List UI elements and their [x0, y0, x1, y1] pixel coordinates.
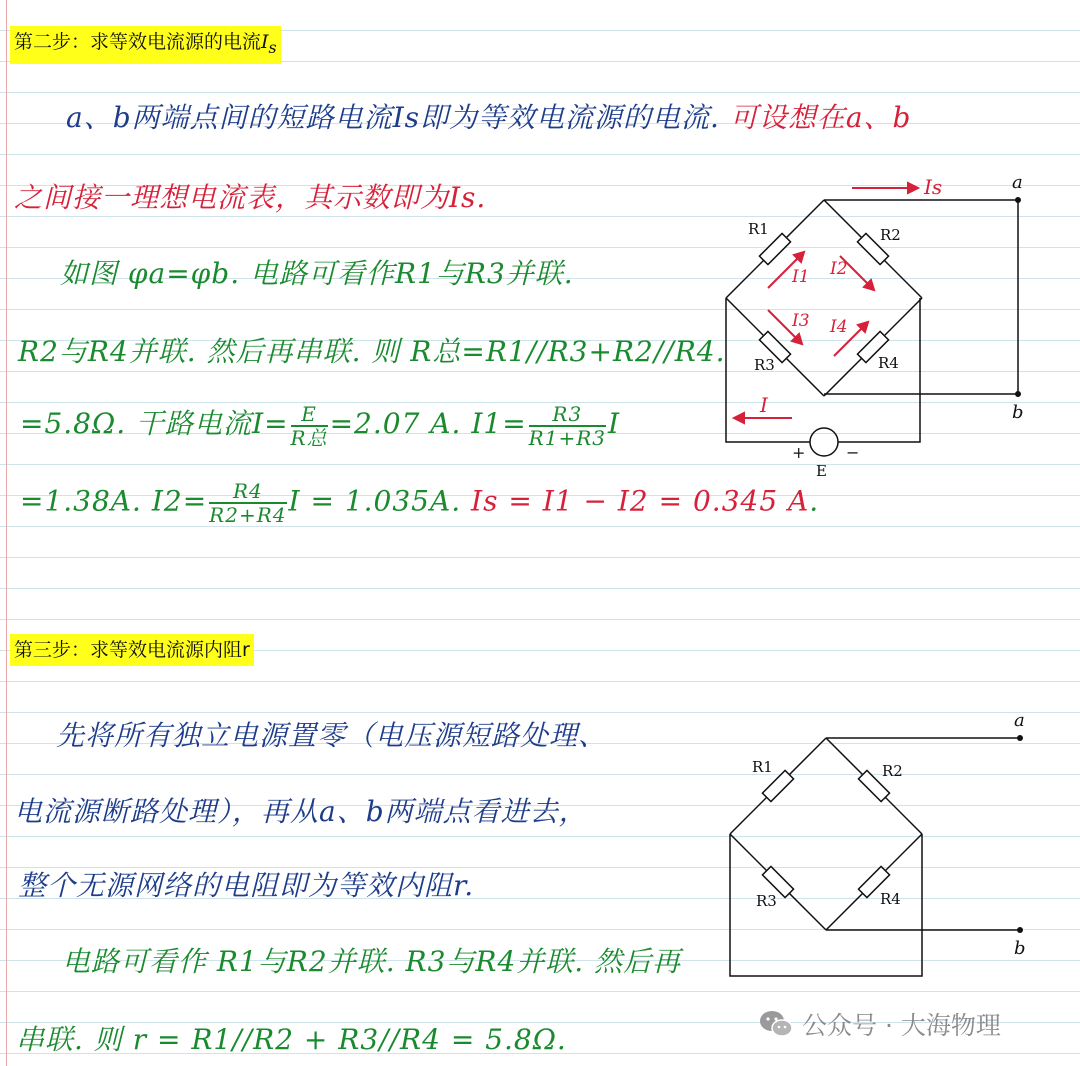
label-I4: I4 [830, 317, 848, 337]
step2-heading [10, 26, 281, 64]
step2-line1-red: 可设想在a、b [729, 101, 912, 134]
fraction-numerator: R3 [529, 403, 606, 427]
label-R1: R1 [752, 758, 773, 776]
step2-heading-symbol: I [261, 31, 269, 53]
step2-line6-part1: =1.38A. I2= [20, 484, 208, 518]
terminal-b-dot [1015, 391, 1021, 397]
label-R2: R2 [882, 762, 903, 780]
label-R1: R1 [748, 220, 769, 238]
label-a: a [1014, 710, 1025, 731]
step2-line5-part1: =5.8Ω. 干路电流I= [20, 407, 289, 440]
battery-E [810, 428, 838, 456]
step3-line5: 串联. 则 r = R1//R2 + R3//R4 = 5.8Ω. [16, 1023, 567, 1056]
resistor-R1 [759, 233, 790, 264]
fraction-denominator: R2+R4 [209, 503, 287, 527]
step2-line6-part2: I = 1.035A. [288, 484, 462, 518]
watermark [758, 1006, 1001, 1042]
terminal-a-dot [1017, 735, 1023, 741]
step3-line1: 先将所有独立电源置零（电压源短路处理、 [56, 719, 608, 752]
label-I2: I2 [830, 259, 848, 279]
terminal-a-dot [1015, 197, 1021, 203]
fraction-denominator: R总 [290, 425, 328, 450]
wechat-icon [758, 1009, 794, 1039]
step2-line1 [66, 96, 911, 136]
label-R3: R3 [756, 892, 777, 910]
bridge-circuit-diagram [700, 160, 1060, 490]
terminal-b-dot [1017, 927, 1023, 933]
step3-line2: 电流源断路处理），再从a、b两端点看进去， [14, 795, 588, 828]
step2-line5 [20, 402, 620, 449]
step2-line1-blue: a、b两端点间的短路电流Is即为等效电流源的电流. [66, 101, 720, 134]
label-a: a [1012, 172, 1023, 193]
step2-line6-end: . [809, 484, 820, 518]
step2-line4: R2与R4并联. 然后再串联. 则 R总=R1//R3+R2//R4. [18, 335, 726, 368]
label-I1: I1 [792, 267, 810, 287]
arrowhead-Is [908, 183, 918, 193]
step2-heading-text: 第二步：求等效电流源的电流 [14, 31, 262, 53]
step3-line3: 整个无源网络的电阻即为等效内阻r. [18, 869, 475, 902]
step2-line5-part2: =2.07 A. I1= [329, 407, 527, 440]
label-R2: R2 [880, 226, 901, 244]
label-b: b [1014, 938, 1026, 959]
label-b: b [1012, 402, 1024, 423]
watermark-text: 公众号 · 大海物理 [802, 1011, 1001, 1040]
step3-heading: 第三步：求等效电流源内阻r [10, 634, 254, 666]
fraction-E-over-Rtotal [291, 403, 328, 449]
arrowhead-I [734, 413, 744, 423]
fraction-denominator: R1+R3 [528, 425, 606, 450]
step2-heading-subscript: s [268, 37, 277, 57]
passive-network-diagram [700, 696, 1060, 996]
step2-line2: 之间接一理想电流表，其示数即为Is. [14, 181, 487, 214]
step2-line6-result: Is = I1 − I2 = 0.345 A [471, 484, 810, 518]
label-R4: R4 [880, 890, 901, 908]
label-R4: R4 [878, 354, 899, 372]
label-E: E [816, 462, 827, 480]
step3-line4: 电路可看作 R1与R2并联. R3与R4并联. 然后再 [62, 945, 682, 978]
label-minus: − [846, 443, 860, 462]
label-I3: I3 [792, 311, 810, 331]
fraction-R4-over-R2R4 [209, 480, 286, 526]
fraction-numerator: R4 [209, 480, 286, 504]
label-plus: + [792, 443, 806, 462]
notebook-margin-line [6, 0, 7, 1066]
wire-top-to-a [824, 200, 1018, 202]
fraction-numerator: E [291, 403, 328, 427]
label-R3: R3 [754, 356, 775, 374]
label-Is: Is [924, 175, 943, 199]
fraction-R3-over-R1R3 [529, 403, 606, 449]
step2-line3: 如图 φa=φb. 电路可看作R1与R3并联. [60, 257, 574, 290]
step2-line5-part3: I [607, 407, 621, 440]
label-I: I [760, 393, 768, 417]
